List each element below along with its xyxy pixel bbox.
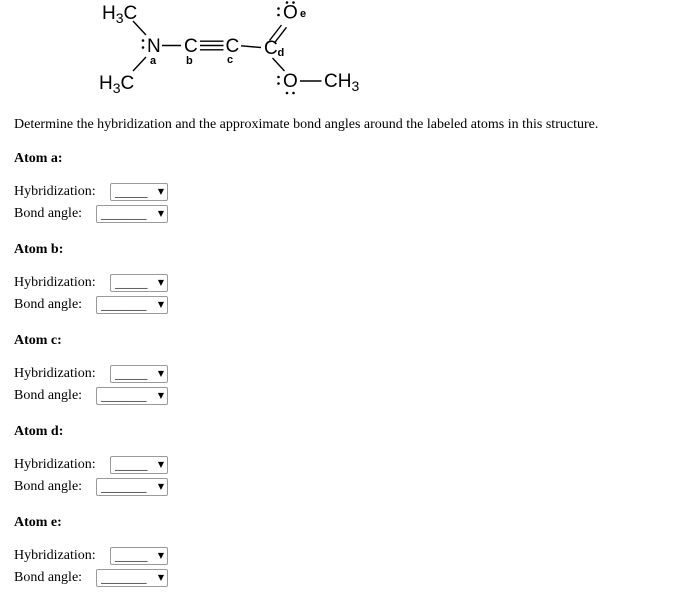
atom-a-hybridization-select[interactable] xyxy=(110,183,168,201)
bond-angle-row-atom-b xyxy=(14,296,168,314)
carbon-b-atom: C xyxy=(184,36,198,57)
label-atom-c: c xyxy=(227,54,234,66)
bond-angle-label: Bond angle: xyxy=(14,297,83,312)
section-atom-e xyxy=(14,516,168,592)
hybridization-row-atom-c xyxy=(14,365,168,383)
atom-b-bond-angle-select[interactable] xyxy=(96,296,168,314)
hybridization-label: Hybridization: xyxy=(14,457,96,472)
label-atom-d: d xyxy=(277,47,285,59)
nitrogen-lone-pair xyxy=(142,39,145,49)
question-text: Determine the hybridization and the approximate bond angles around the labeled atoms in this structure. xyxy=(14,117,599,132)
hybridization-label: Hybridization: xyxy=(14,548,96,563)
atom-c-hybridization-select[interactable] xyxy=(110,365,168,383)
carbon-d-atom: C xyxy=(264,38,278,59)
bond-carbond-esteroxygen-single xyxy=(273,58,285,71)
atom-b-hybridization-select[interactable] xyxy=(110,274,168,292)
bond-angle-label: Bond angle: xyxy=(14,206,83,221)
methyl-bottom-atom: $H_3C$ xyxy=(99,73,135,96)
ester-oxygen-atom: O xyxy=(283,71,298,92)
atom-c-bond-angle-select[interactable] xyxy=(96,387,168,405)
dropdown-arrow-icon: ▼ xyxy=(157,459,164,469)
section-heading-atom-a: Atom a: xyxy=(14,151,63,166)
bond-angle-row-atom-d xyxy=(14,478,168,496)
dropdown-arrow-icon: ▼ xyxy=(157,208,164,218)
hybridization-label: Hybridization: xyxy=(14,184,96,199)
dropdown-arrow-icon: ▼ xyxy=(157,186,164,196)
hybridization-row-atom-b xyxy=(14,274,168,292)
hybridization-row-atom-e xyxy=(14,547,168,565)
label-atom-b: b xyxy=(186,55,193,67)
bond-methylbottom-nitrogen xyxy=(133,57,146,71)
section-heading-atom-c: Atom c: xyxy=(14,333,62,348)
carbon-c-atom: C xyxy=(225,36,240,57)
dropdown-arrow-icon: ▼ xyxy=(157,299,164,309)
carbonyl-oxygen-atom: O xyxy=(283,2,298,24)
label-atom-a: a xyxy=(150,55,157,67)
bond-carbonc-carbond-single xyxy=(241,46,261,48)
hybridization-label: Hybridization: xyxy=(14,366,96,381)
atom-a-bond-angle-select[interactable] xyxy=(96,205,168,223)
section-heading-atom-e: Atom e: xyxy=(14,515,62,530)
hybridization-row-atom-a xyxy=(14,183,168,201)
atom-e-hybridization-select[interactable] xyxy=(110,547,168,565)
dropdown-arrow-icon: ▼ xyxy=(157,368,164,378)
methyl-top-atom: $H_3C$ xyxy=(102,3,138,26)
section-atom-c xyxy=(14,334,168,410)
bond-angle-label: Bond angle: xyxy=(14,570,83,585)
bond-angle-row-atom-a xyxy=(14,205,168,223)
bond-angle-row-atom-e xyxy=(14,569,168,587)
nitrogen-atom: N xyxy=(147,36,161,57)
dropdown-arrow-icon: ▼ xyxy=(157,390,164,400)
bond-angle-label: Bond angle: xyxy=(14,388,83,403)
bond-carbon-carbon-triple xyxy=(200,41,224,50)
section-atom-d xyxy=(14,425,168,501)
atom-d-bond-angle-select[interactable] xyxy=(96,478,168,496)
dropdown-arrow-icon: ▼ xyxy=(157,550,164,560)
dropdown-arrow-icon: ▼ xyxy=(157,572,164,582)
section-atom-b xyxy=(14,243,168,319)
bond-angle-row-atom-c xyxy=(14,387,168,405)
section-heading-atom-b: Atom b: xyxy=(14,242,64,257)
dropdown-arrow-icon: ▼ xyxy=(157,481,164,491)
section-atom-a xyxy=(14,152,168,228)
dropdown-arrow-icon: ▼ xyxy=(157,277,164,287)
methoxy-atom: $CH_3$ xyxy=(324,71,360,94)
section-heading-atom-d: Atom d: xyxy=(14,424,64,439)
atom-d-hybridization-select[interactable] xyxy=(110,456,168,474)
atom-e-bond-angle-select[interactable] xyxy=(96,569,168,587)
hybridization-row-atom-d xyxy=(14,456,168,474)
molecule-structure xyxy=(0,0,683,110)
hybridization-label: Hybridization: xyxy=(14,275,96,290)
bond-angle-label: Bond angle: xyxy=(14,479,83,494)
label-atom-e: e xyxy=(300,8,307,20)
